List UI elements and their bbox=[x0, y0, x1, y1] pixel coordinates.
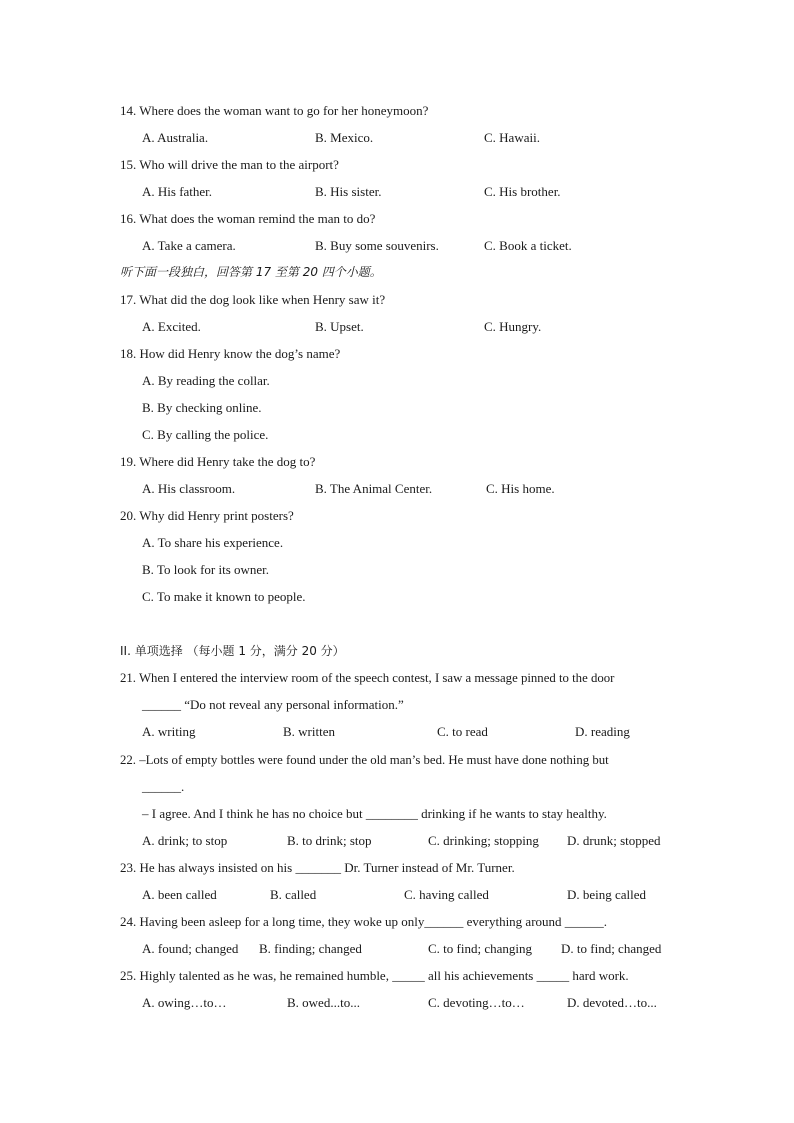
q20-option-a: A. To share his experience. bbox=[142, 535, 284, 550]
q23-option-c: C. having called bbox=[404, 887, 489, 902]
q22-option-b: B. to drink; stop bbox=[287, 833, 372, 848]
q22-option-d: D. drunk; stopped bbox=[567, 833, 661, 848]
q23-option-a: A. been called bbox=[142, 887, 217, 902]
q24-option-c: C. to find; changing bbox=[428, 941, 532, 956]
q21-option-d: D. reading bbox=[575, 724, 630, 739]
q19-option-b: B. The Animal Center. bbox=[315, 481, 433, 496]
question-14-stem: 14. Where does the woman want to go for her honeymoon? bbox=[120, 103, 429, 118]
q20-option-b: B. To look for its owner. bbox=[142, 562, 270, 577]
q22-option-c: C. drinking; stopping bbox=[428, 833, 539, 848]
question-18-stem: 18. How did Henry know the dog’s name? bbox=[120, 346, 341, 361]
q16-option-b: B. Buy some souvenirs. bbox=[315, 238, 439, 253]
q21-option-b: B. written bbox=[283, 724, 335, 739]
question-15-stem: 15. Who will drive the man to the airport? bbox=[120, 157, 339, 172]
q15-option-b: B. His sister. bbox=[315, 184, 382, 199]
q19-option-a: A. His classroom. bbox=[142, 481, 236, 496]
question-22-stem-cont: ______. bbox=[142, 779, 185, 794]
question-22-reply: – I agree. And I think he has no choice but ________ drinking if he wants to stay healthy. bbox=[142, 806, 607, 821]
question-25-stem: 25. Highly talented as he was, he remained humble, _____ all his achievements _____ hard work. bbox=[120, 968, 629, 983]
q22-option-a: A. drink; to stop bbox=[142, 833, 228, 848]
q15-option-c: C. His brother. bbox=[484, 184, 561, 199]
question-24-stem: 24. Having been asleep for a long time, they woke up only______ everything around ______. bbox=[120, 914, 608, 929]
q20-option-c: C. To make it known to people. bbox=[142, 589, 306, 604]
question-21-stem: 21. When I entered the interview room of the speech contest, I saw a message pinned to the door bbox=[120, 671, 615, 685]
q25-option-a: A. owing…to… bbox=[142, 995, 227, 1010]
q18-option-a: A. By reading the collar. bbox=[142, 373, 270, 388]
q21-option-a: A. writing bbox=[142, 724, 196, 739]
q18-option-c: C. By calling the police. bbox=[142, 427, 269, 442]
q14-option-a: A. Australia. bbox=[142, 130, 209, 145]
q14-option-b: B. Mexico. bbox=[315, 130, 374, 145]
question-20-stem: 20. Why did Henry print posters? bbox=[120, 508, 294, 523]
q25-option-c: C. devoting…to… bbox=[428, 995, 525, 1010]
question-19-stem: 19. Where did Henry take the dog to? bbox=[120, 454, 316, 469]
question-22-stem: 22. –Lots of empty bottles were found under the old man’s bed. He must have done nothing but bbox=[120, 753, 609, 767]
question-23-stem: 23. He has always insisted on his _______ Dr. Turner instead of Mr. Turner. bbox=[120, 860, 515, 875]
q21-option-c: C. to read bbox=[437, 724, 488, 739]
q17-option-b: B. Upset. bbox=[315, 319, 364, 334]
q16-option-a: A. Take a camera. bbox=[142, 238, 236, 253]
q23-option-d: D. being called bbox=[567, 887, 647, 902]
q15-option-a: A. His father. bbox=[142, 184, 213, 199]
q14-option-c: C. Hawaii. bbox=[484, 130, 540, 145]
section-2-heading: II. 单项选择 （每小题 1 分，满分 20 分） bbox=[120, 644, 345, 658]
question-16-stem: 16. What does the woman remind the man to do? bbox=[120, 211, 376, 226]
q18-option-b: B. By checking online. bbox=[142, 400, 262, 415]
q16-option-c: C. Book a ticket. bbox=[484, 238, 572, 253]
q17-option-c: C. Hungry. bbox=[484, 319, 542, 334]
q24-option-d: D. to find; changed bbox=[561, 941, 662, 956]
q17-option-a: A. Excited. bbox=[142, 319, 201, 334]
question-21-stem-cont: ______ “Do not reveal any personal information.” bbox=[142, 697, 404, 712]
question-17-stem: 17. What did the dog look like when Henry saw it? bbox=[120, 292, 386, 307]
q24-option-b: B. finding; changed bbox=[259, 941, 362, 956]
q25-option-d: D. devoted…to... bbox=[567, 995, 657, 1010]
q19-option-c: C. His home. bbox=[486, 481, 555, 496]
q23-option-b: B. called bbox=[270, 887, 317, 902]
listening-instruction: 听下面一段独白，回答第 17 至第 20 四个小题。 bbox=[120, 265, 382, 279]
q25-option-b: B. owed...to... bbox=[287, 995, 360, 1010]
q24-option-a: A. found; changed bbox=[142, 941, 239, 956]
